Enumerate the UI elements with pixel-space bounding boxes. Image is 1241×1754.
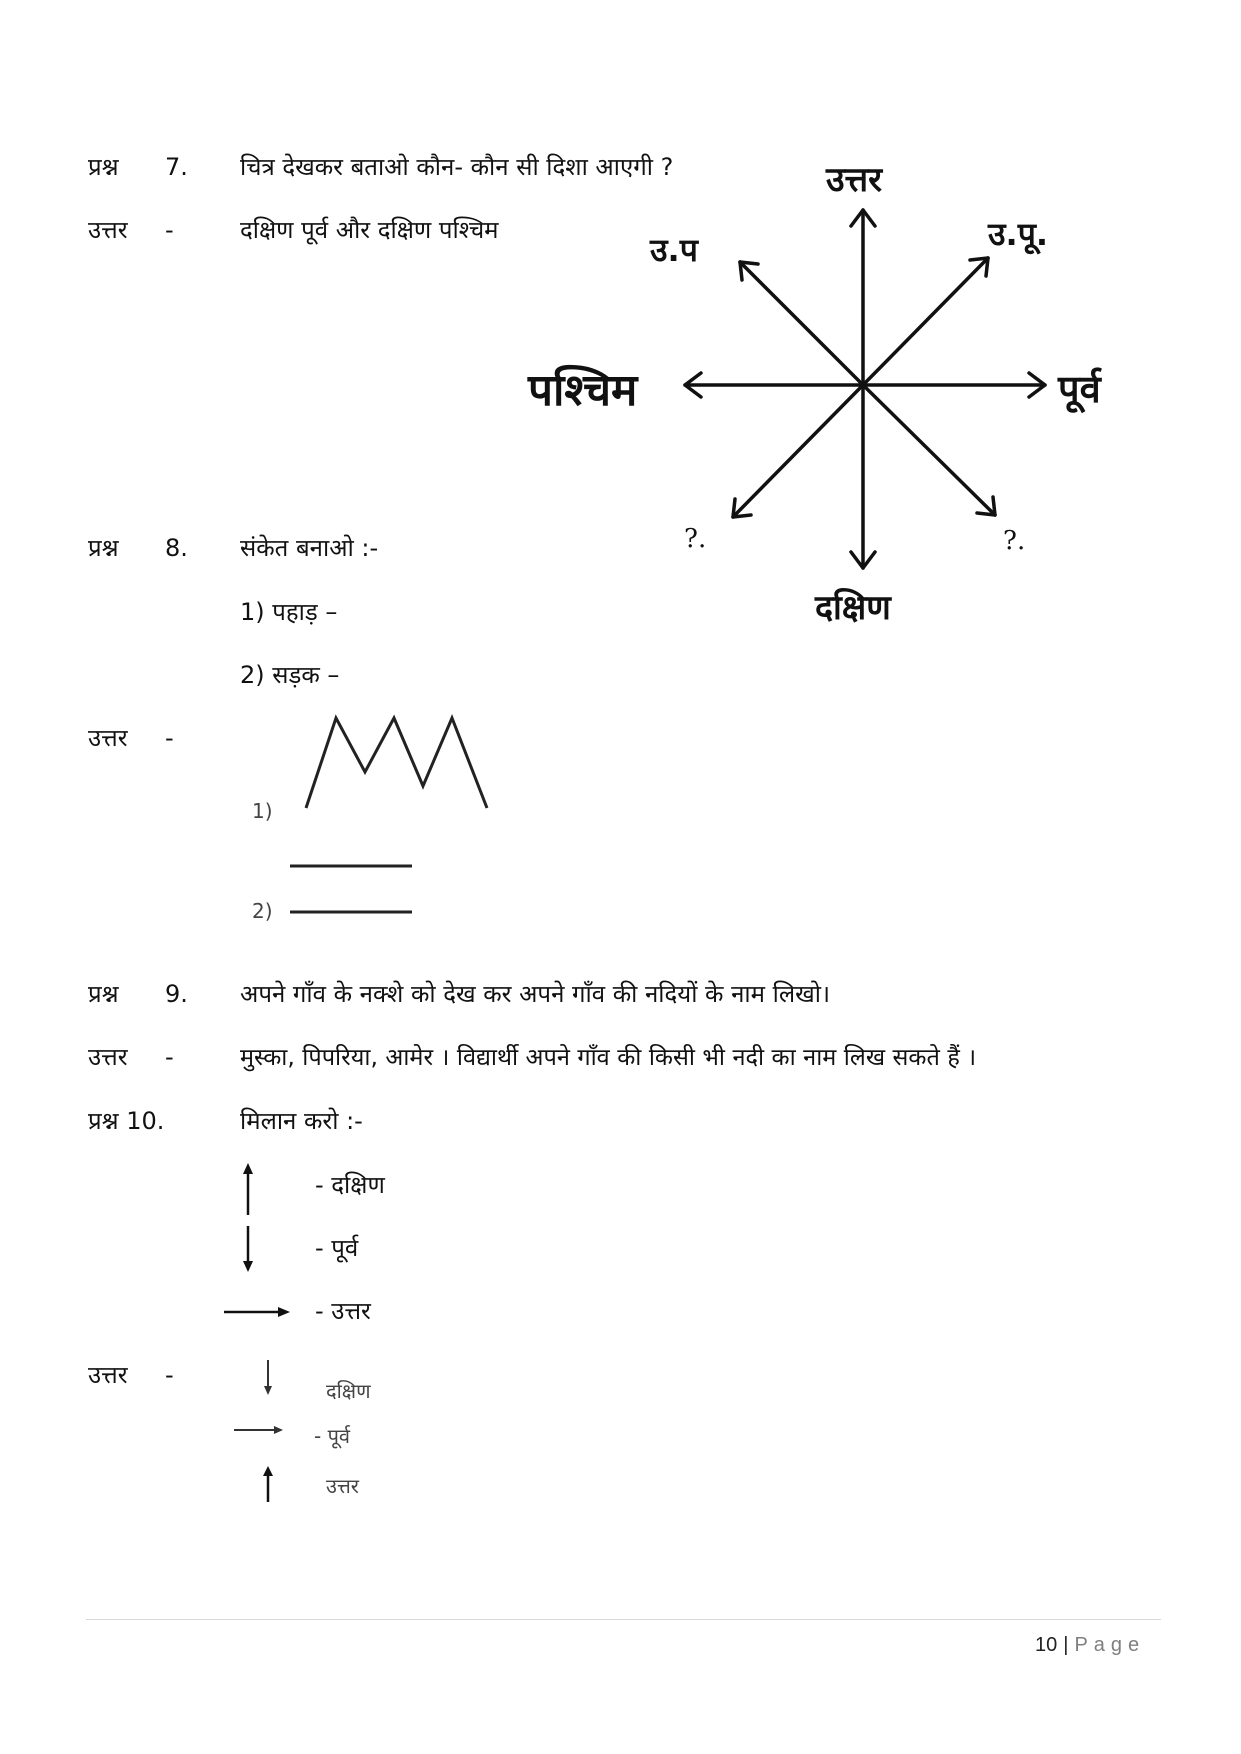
q9-answer: मुस्का, पिपरिया, आमेर । विद्यार्थी अपने गाँव की किसी भी नदी का नाम लिख सकते हैं । bbox=[240, 1043, 977, 1071]
compass-south-east-arrowhead bbox=[977, 497, 995, 515]
compass-south-east-label: ?. bbox=[1003, 526, 1026, 556]
q7-label: प्रश्न bbox=[88, 153, 119, 181]
q10-answer-1: दक्षिण bbox=[326, 1379, 371, 1403]
compass-south-west-arrowhead bbox=[733, 499, 751, 517]
q9-text: अपने गाँव के नक्शे को देख कर अपने गाँव की नदियों के नाम लिखो। bbox=[240, 980, 831, 1008]
q10-text: मिलान करो :- bbox=[240, 1107, 363, 1135]
q10-match-1: - दक्षिण bbox=[315, 1171, 385, 1199]
compass-east-label: पूर्व bbox=[1058, 367, 1101, 411]
q8-answer-1-number: 1) bbox=[252, 799, 273, 823]
footer-page-word: Page bbox=[1074, 1634, 1146, 1656]
compass-north-west-arrow bbox=[740, 262, 863, 385]
compass-north-east-label: उ.पू. bbox=[988, 215, 1049, 253]
compass-east-arrowhead bbox=[1029, 373, 1045, 397]
q7-answer: दक्षिण पूर्व और दक्षिण पश्चिम bbox=[240, 216, 499, 244]
page-footer bbox=[1035, 1634, 1145, 1657]
q10-answer-3: उत्तर bbox=[326, 1474, 359, 1498]
q10-answer-dash: - bbox=[165, 1361, 174, 1389]
q9-number: 9. bbox=[165, 980, 188, 1008]
q10-answer-2: - पूर्व bbox=[314, 1424, 351, 1448]
q10-match-3: - उत्तर bbox=[315, 1297, 371, 1325]
compass-north-label: उत्तर bbox=[826, 160, 883, 200]
compass-south-east-arrow bbox=[863, 385, 995, 515]
footer-separator: | bbox=[1063, 1634, 1069, 1656]
compass-south-west-arrow bbox=[733, 385, 863, 517]
q10-answer-label: उत्तर bbox=[88, 1361, 128, 1389]
compass-north-west-label: उ.प bbox=[650, 231, 698, 269]
compass-south-label: दक्षिण bbox=[815, 588, 891, 628]
compass-south-arrowhead bbox=[851, 552, 875, 568]
q9-answer-label: उत्तर bbox=[88, 1043, 128, 1071]
q8-item-road: 2) सड़क – bbox=[240, 661, 340, 689]
compass-north-west-arrowhead bbox=[740, 262, 758, 280]
footer-divider bbox=[86, 1619, 1161, 1620]
compass-south-west-label: ?. bbox=[684, 524, 707, 554]
q8-answer-label: उत्तर bbox=[88, 724, 128, 752]
compass-north-east-arrowhead bbox=[970, 258, 988, 276]
q9-answer-dash: - bbox=[165, 1043, 174, 1071]
compass-north-east-arrow bbox=[863, 258, 988, 385]
page-number: 10 bbox=[1035, 1634, 1058, 1656]
q7-answer-dash: - bbox=[165, 216, 174, 244]
q9-label: प्रश्न bbox=[88, 980, 119, 1008]
q8-item-mountain: 1) पहाड़ – bbox=[240, 598, 338, 626]
q7-number: 7. bbox=[165, 153, 188, 181]
q8-answer-dash: - bbox=[165, 724, 174, 752]
q8-answer-2-number: 2) bbox=[252, 899, 273, 923]
q10-match-2: - पूर्व bbox=[315, 1234, 359, 1262]
q7-answer-label: उत्तर bbox=[88, 216, 128, 244]
q8-number: 8. bbox=[165, 534, 188, 562]
compass-west-label: पश्चिम bbox=[528, 365, 638, 416]
q7-text: चित्र देखकर बताओ कौन- कौन सी दिशा आएगी ? bbox=[240, 153, 674, 181]
q10-label: प्रश्न 10. bbox=[88, 1107, 165, 1135]
compass-west-arrowhead bbox=[685, 373, 701, 397]
q8-text: संकेत बनाओ :- bbox=[240, 534, 379, 562]
compass-north-arrowhead bbox=[851, 210, 875, 226]
q8-label: प्रश्न bbox=[88, 534, 119, 562]
